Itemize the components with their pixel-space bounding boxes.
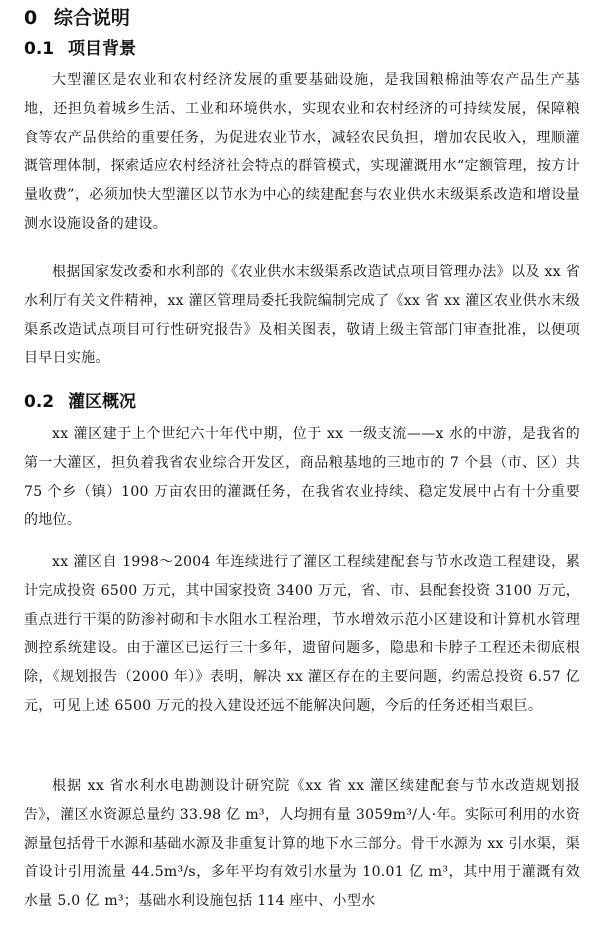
subsection-number: 0.1 [24,39,55,59]
section-heading [24,6,130,30]
section-number: 0 [24,7,38,29]
subsection-title: 灌区概况 [68,392,137,412]
paragraph-project-background-1: 大型灌区是农业和农村经济发展的重要基础设施，是我国粮棉油等农产品生产基地，还担负着城乡生活、工业和环境供水，实现农业和农村经济的可持续发展，保障粮食等农产品供给的重要任务，为促进农业节水，减轻农民负担，增加农民收入，理顺灌溉管理体制，探索适应农村经济社会特点的群管模式，实现灌溉用水“定额管理，按方计量收费”，必须加快大型灌区以节水为中心的续建配套与农业供水末级渠系改造和增设量测水设施设备的建设。 [24,72,580,232]
paragraph-irrigation-overview-1: xx 灌区建于上个世纪六十年代中期，位于 xx 一级支流——x 水的中游，是我省的第一大灌区，担负着我省农业综合开发区，商品粮基地的三地市的 7 个县（市、区）共 75 个乡（镇）100 万亩农田的灌溉任务，在我省农业持续、稳定发展中占有十分重要的地位。 [24,426,580,529]
subsection-number: 0.2 [24,392,55,412]
paragraph-irrigation-overview-2: xx 灌区自 1998～2004 年连续进行了灌区工程续建配套与节水改造工程建设，累计完成投资 6500 万元，其中国家投资 3400 万元，省、市、县配套投资 3100 万元，重点进行干渠的防渗衬砌和卡水阻水工程治理，节水增效示范小区建设和计算机水管理测控系统建设。由于灌区已运行三十多年，遗留问题多，隐患和卡脖子工程还未彻底根除，《规划报告（2000 年）》表明，解决 xx 灌区存在的主要问题，约需总投资 6.57 亿元，可见上述 6500 万元的投入建设还远不能解决问题，今后的任务还相当艰巨。 [24,554,580,714]
subsection-heading-0-1 [24,38,136,60]
paragraph-irrigation-overview-3: 根据 xx 省水利水电勘测设计研究院《xx 省 xx 灌区续建配套与节水改造规划报告》，灌区水资源总量约 33.98 亿 m³，人均拥有量 3059m³/人·年。实际可利用的水资源量包括骨干水源和基础水源及非重复计算的地下水三部分。骨干水源为 xx 引水渠，渠首设计引用流量 44.5m³/s，多年平均有效引水量为 10.01 亿 m³，其中用于灌溉有效水量 5.0 亿 m³；基础水利设施包括 114 座中、小型水 [24,778,580,910]
paragraph-project-background-2: 根据国家发改委和水利部的《农业供水末级渠系改造试点项目管理办法》以及 xx 省水利厅有关文件精神，xx 灌区管理局委托我院编制完成了《xx 省 xx 灌区农业供水末级渠系改造试点项目可行性研究报告》及相关图表，敬请上级主管部门审查批准，以便项目早日实施。 [24,264,580,367]
subsection-title: 项目背景 [68,39,137,59]
subsection-heading-0-2 [24,391,136,413]
section-title: 综合说明 [53,7,130,29]
